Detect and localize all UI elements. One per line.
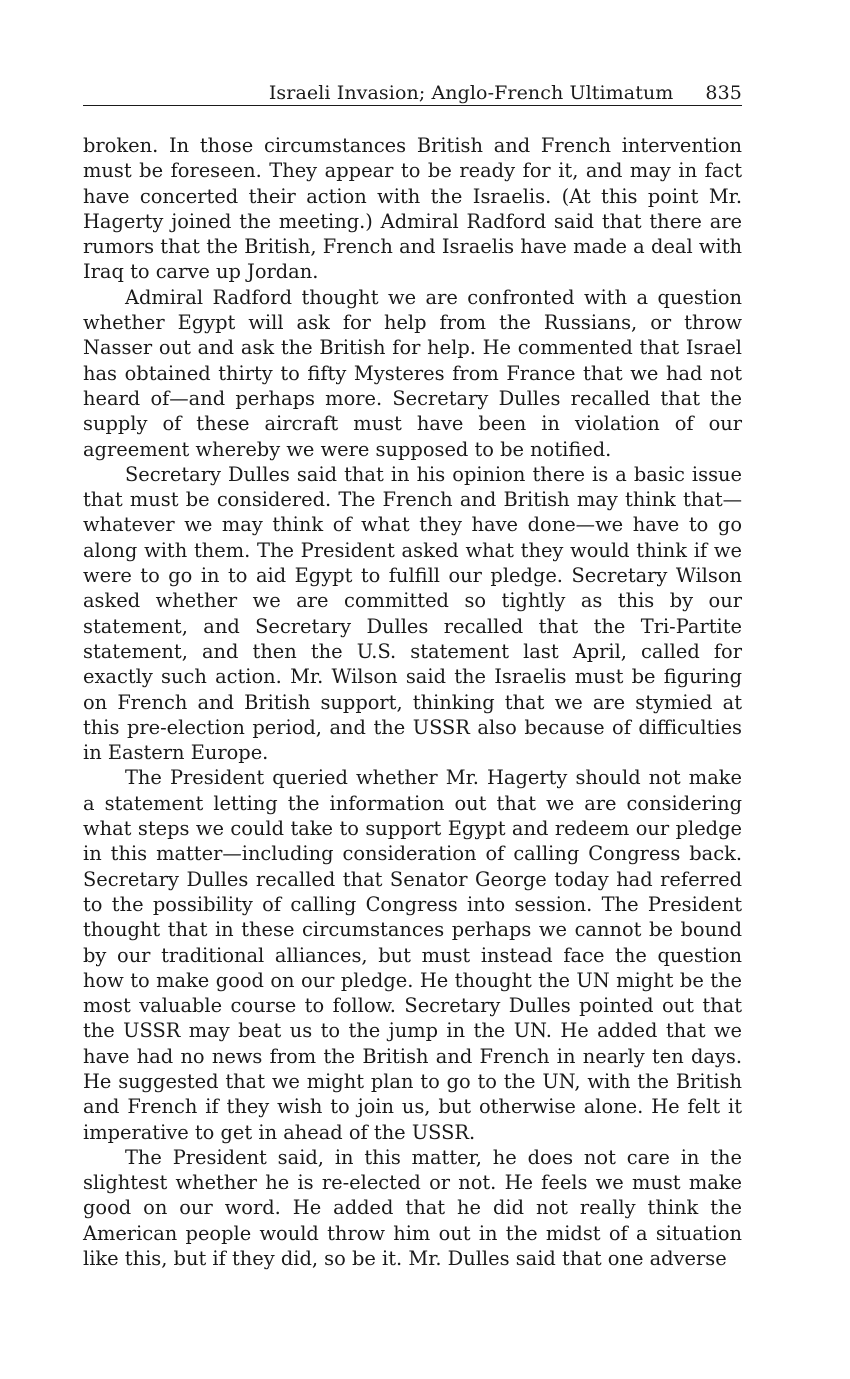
- paragraph-continued: broken. In those circumstances British and French intervention must be foreseen. They appear to be ready for it, and may in fact have concerted their action with the Israelis. (At this point Mr. Hagerty joined the meeting.) Admiral Radford said that there are rumors that the British, French and Israelis have made a deal with Iraq to carve up Jordan.: [83, 134, 742, 284]
- running-head-title: Israeli Invasion; Anglo-French Ultimatum: [268, 82, 674, 104]
- body-text: [83, 133, 742, 1271]
- paragraph: Admiral Radford thought we are confronted with a question whether Egypt will ask for help from the Russians, or throw Nasser out and ask the British for help. He commented that Israel has obtained thirty to fifty Mysteres from France that we had not heard of—and perhaps more. Secretary Dulles recalled that the supply of these aircraft must have been in violation of our agreement whereby we were supposed to be notified.: [83, 285, 742, 461]
- paragraph: The President queried whether Mr. Hagerty should not make a statement letting the information out that we are considering what steps we could take to support Egypt and redeem our pledge in this matter—including consideration of calling Congress back. Secretary Dulles recalled that Senator George today had referred to the possibility of calling Congress into session. The President thought that in these circumstances perhaps we cannot be bound by our traditional alliances, but must instead face the question how to make good on our pledge. He thought the UN might be the most valuable course to follow. Secretary Dulles pointed out that the USSR may beat us to the jump in the UN. He added that we have had no news from the British and French in nearly ten days. He suggested that we might plan to go to the UN, with the British and French if they wish to join us, but otherwise alone. He felt it imperative to get in ahead of the USSR.: [83, 766, 742, 1144]
- paragraph: The President said, in this matter, he does not care in the slightest whether he is re-elected or not. He feels we must make good on our word. He added that he did not really think the American people would throw him out in the midst of a situation like this, but if they did, so be it. Mr. Dulles said that one adverse: [83, 1145, 742, 1271]
- running-head: [83, 82, 742, 106]
- document-page: [83, 82, 742, 1271]
- paragraph: Secretary Dulles said that in his opinion there is a basic issue that must be considered. The French and British may think that—whatever we may think of what they have done—we have to go along with them. The President asked what they would think if we were to go in to aid Egypt to fulfill our pledge. Secretary Wilson asked whether we are committed so tightly as this by our statement, and Secretary Dulles recalled that the Tri-Partite statement, and then the U.S. statement last April, called for exactly such action. Mr. Wilson said the Israelis must be figuring on French and British support, thinking that we are stymied at this pre-election period, and the USSR also because of difficulties in Eastern Europe.: [83, 462, 742, 765]
- page-number: 835: [705, 82, 742, 104]
